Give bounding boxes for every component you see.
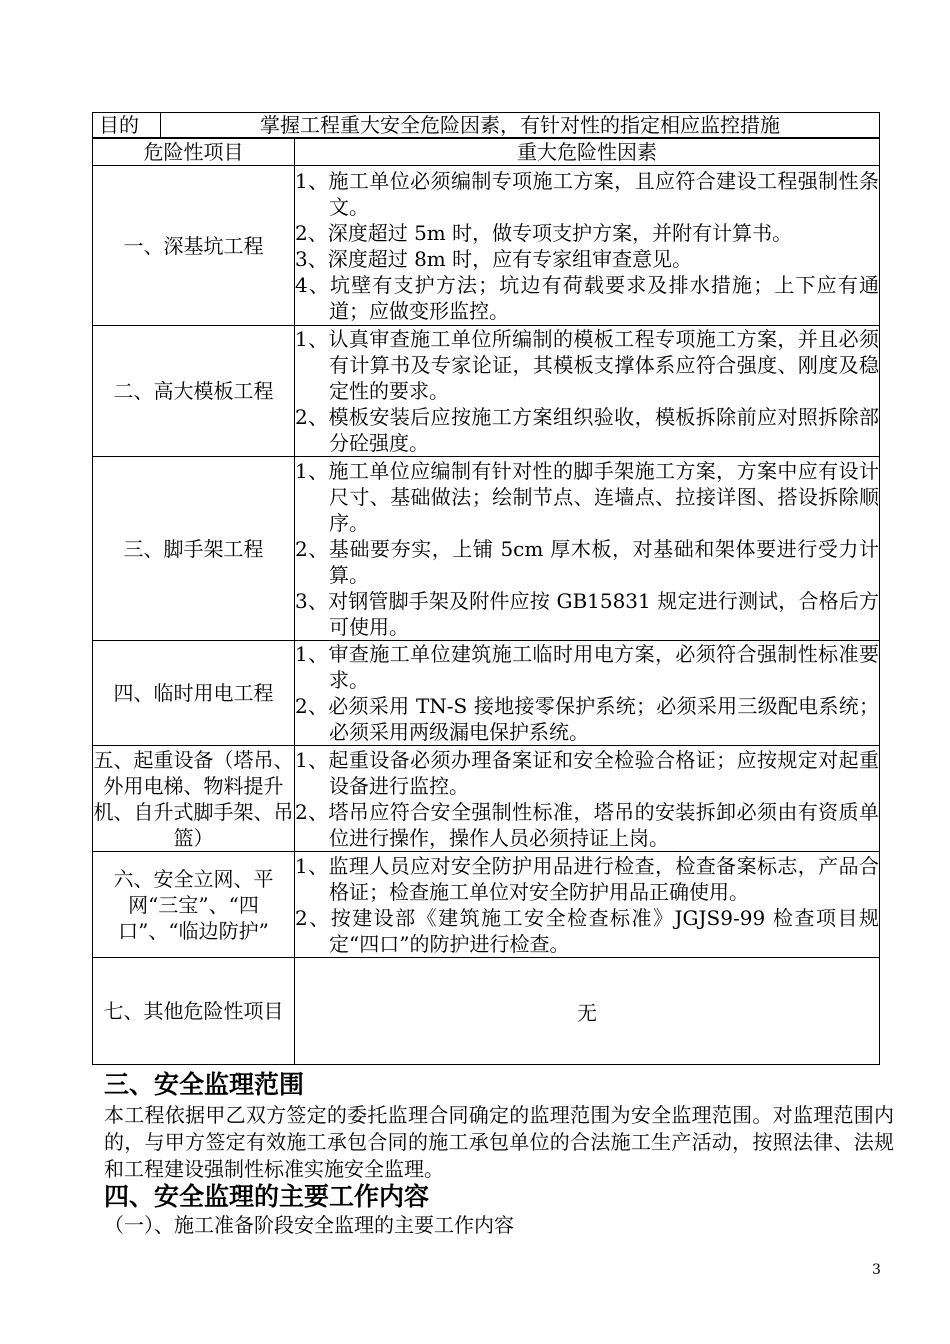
subsection-heading: （一）、施工准备阶段安全监理的主要工作内容 — [104, 1213, 514, 1237]
risk-item: 三、脚手架工程 — [93, 457, 295, 641]
purpose-text: 掌握工程重大安全危险因素，有针对性的指定相应监控措施 — [260, 113, 780, 137]
table-row — [93, 457, 880, 641]
factor-text: 2、按建设部《建筑施工安全检查标准》JGJS9-99 检查项目规定“四口”的防护进行检查。 — [295, 905, 879, 956]
risk-factors — [295, 326, 880, 457]
risk-factors — [295, 746, 880, 852]
factor-text: 2、模板安装后应按施工方案组织验收，模板拆除前应对照拆除部分砼强度。 — [295, 405, 879, 455]
risk-item: 六、安全立网、平网“三宝”、“四口”、“临边防护” — [93, 852, 295, 958]
factor-text: 2、必须采用 TN-S 接地接零保护系统；必须采用三级配电系统；必须采用两级漏电保护系统。 — [295, 694, 879, 744]
factor-text: 1、认真审查施工单位所编制的模板工程专项施工方案，并且必须有计算书及专家论证，其模板支撑体系应符合强度、刚度及稳定性的要求。 — [295, 327, 879, 403]
table-row — [93, 852, 880, 958]
header-factors: 重大危险性因素 — [295, 139, 880, 166]
risk-item: 七、其他危险性项目 — [93, 958, 295, 1065]
risk-factors — [295, 166, 880, 326]
none-text: 无 — [577, 1000, 597, 1025]
factor-text: 1、施工单位必须编制专项施工方案，且应符合建设工程强制性条文。 — [295, 168, 879, 219]
risk-factors — [295, 958, 880, 1065]
table-row — [93, 326, 880, 457]
factor-text: 4、坑壁有支护方法；坑边有荷载要求及排水措施；上下应有通道；应做变形监控。 — [295, 272, 879, 323]
factor-text: 2、塔吊应符合安全强制性标准，塔吊的安装拆卸必须由有资质单位进行操作，操作人员必须持证上岗。 — [295, 799, 879, 850]
factor-text: 3、深度超过 8m 时，应有专家组审查意见。 — [295, 246, 693, 271]
factor-text: 1、起重设备必须办理备案证和安全检验合格证；应按规定对起重设备进行监控。 — [295, 747, 879, 798]
risk-factors — [295, 457, 880, 641]
table-row — [93, 641, 880, 746]
risk-item: 五、起重设备（塔吊、外用电梯、物料提升机、自升式脚手架、吊篮） — [93, 747, 294, 850]
section-heading-work: 四、安全监理的主要工作内容 — [104, 1182, 430, 1211]
risk-factors — [295, 852, 880, 958]
purpose-row — [92, 112, 880, 138]
risk-table — [92, 138, 880, 1065]
risk-factors — [295, 641, 880, 746]
table-row — [93, 746, 880, 852]
factor-text: 1、审查施工单位建筑施工临时用电方案，必须符合强制性标准要求。 — [295, 642, 879, 692]
purpose-label: 目的 — [93, 113, 161, 137]
section-heading-scope: 三、安全监理范围 — [104, 1070, 305, 1099]
factor-text: 2、基础要夯实，上铺 5cm 厚木板，对基础和架体要进行受力计算。 — [295, 536, 879, 587]
factor-text: 3、对钢管脚手架及附件应按 GB15831 规定进行测试，合格后方可使用。 — [295, 588, 879, 639]
header-item: 危险性项目 — [93, 139, 295, 166]
factor-text: 2、深度超过 5m 时，做专项支护方案，并附有计算书。 — [295, 220, 793, 245]
table-row — [93, 958, 880, 1065]
risk-item: 一、深基坑工程 — [93, 166, 295, 326]
table-row — [93, 166, 880, 326]
risk-item: 四、临时用电工程 — [93, 641, 295, 746]
factor-text: 1、施工单位应编制有针对性的脚手架施工方案，方案中应有设计尺寸、基础做法；绘制节点、连墙点、拉接详图、搭设拆除顺序。 — [295, 458, 879, 535]
table-header-row — [93, 139, 880, 166]
page-number: 3 — [872, 1262, 881, 1278]
risk-item: 二、高大模板工程 — [93, 326, 295, 457]
scope-paragraph: 本工程依据甲乙双方签定的委托监理合同确定的监理范围为安全监理范围。对监理范围内的，与甲方签定有效施工承包合同的施工承包单位的合法施工生产活动，按照法律、法规和工程建设强制性标准实施安全监理。 — [104, 1103, 894, 1181]
factor-text: 1、监理人员应对安全防护用品进行检查，检查备案标志，产品合格证；检查施工单位对安全防护用品正确使用。 — [295, 853, 879, 904]
